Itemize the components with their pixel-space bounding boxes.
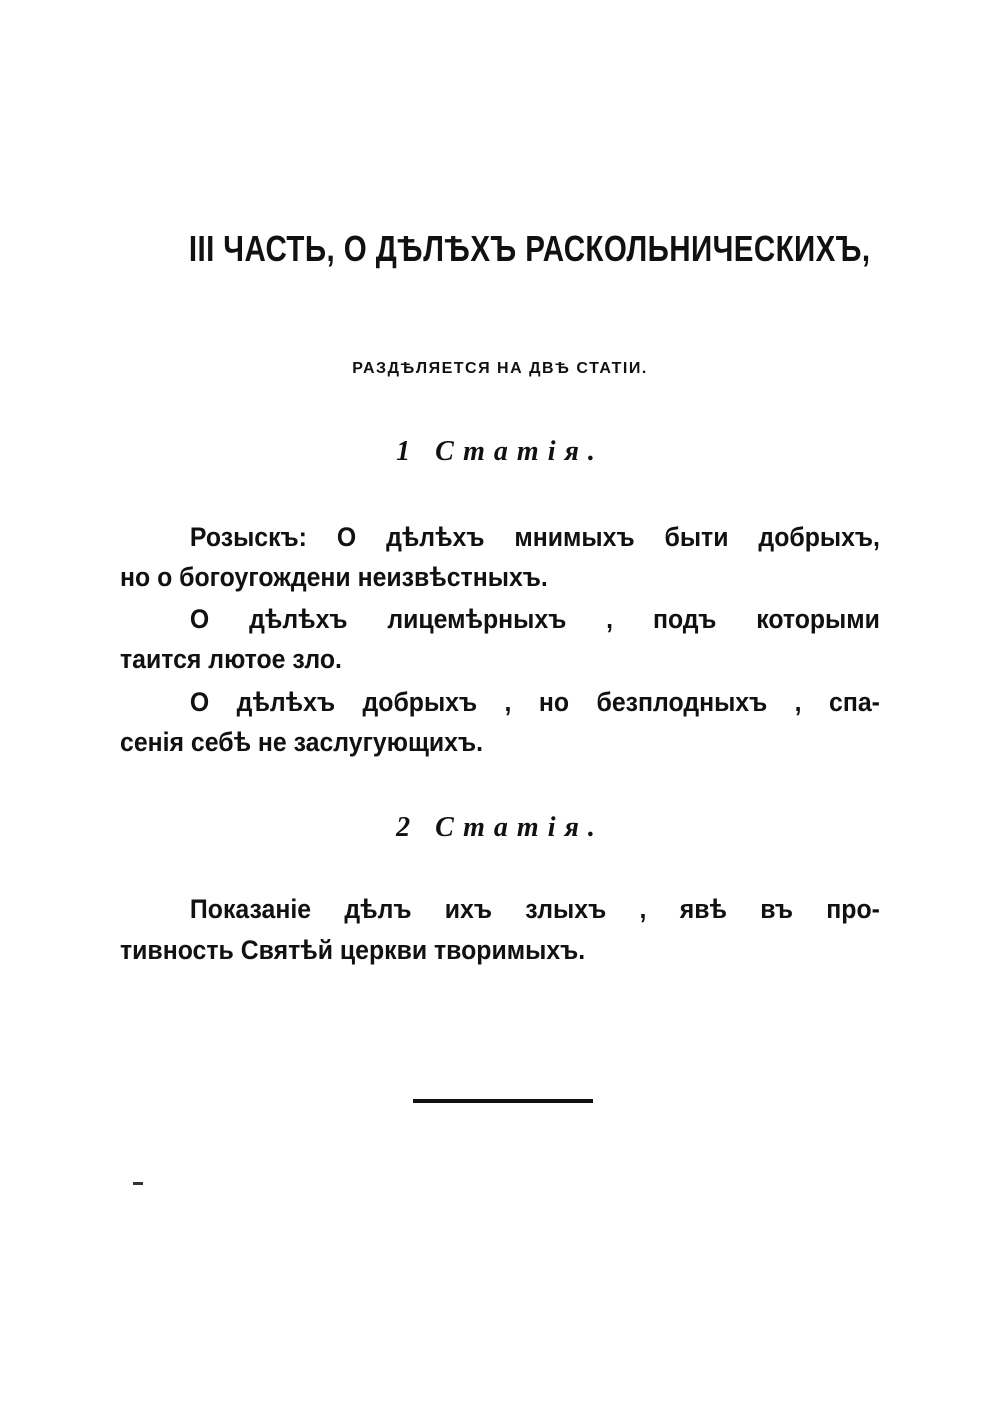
article-1-title: 1 Статія. [396, 436, 604, 467]
article-1-line: но о богоугождени неизвѣстныхъ. [120, 562, 548, 592]
article-2-line: Показаніе дѣлъ ихъ злыхъ , явѣ въ про- [189, 894, 880, 924]
article-1-line: О дѣлѣхъ лицемѣрныхъ , подъ которыми [189, 604, 880, 634]
article-2-title: 2 Статія. [396, 812, 604, 843]
part-heading: III ЧАСТЬ, О ДѢЛѢХЪ РАСКОЛЬНИЧЕСКИХЪ, [188, 228, 871, 269]
part-subheading: РАЗДѢЛЯЕТСЯ НА ДВѢ СТАТІИ. [352, 360, 648, 377]
article-1-line: таится лютое зло. [120, 644, 342, 674]
article-2-line: тивность Святѣй церкви творимыхъ. [120, 935, 586, 965]
print-mark [133, 1182, 143, 1185]
article-1-line: О дѣлѣхъ добрыхъ , но безплодныхъ , спа- [189, 687, 880, 717]
article-1-line: сенія себѣ не заслугующихъ. [120, 727, 483, 757]
section-divider [413, 1099, 593, 1103]
article-1-line: Розыскъ: О дѣлѣхъ мнимыхъ быти добрыхъ, [189, 522, 880, 552]
